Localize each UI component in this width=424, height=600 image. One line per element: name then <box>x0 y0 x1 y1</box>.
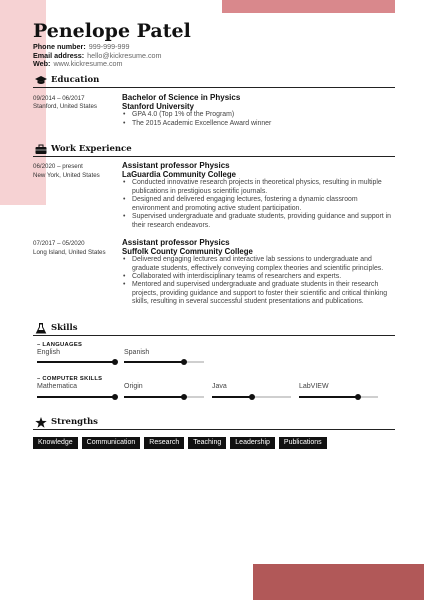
skill-name: English <box>37 349 60 356</box>
list-item: • Supervised undergraduate and graduate students, providing guidance and support in their research endeavors. <box>122 213 394 230</box>
entry-location: Long Island, United States <box>33 249 106 256</box>
skill-level-fill <box>212 396 252 398</box>
skill-level-marker <box>112 394 118 400</box>
skill-level-fill <box>37 396 115 398</box>
strength-tag: Teaching <box>188 437 226 449</box>
list-item: • Designed and delivered engaging lectures, fostering a dynamic classroom environment and promoting active student participation. <box>122 196 394 213</box>
skill-level-bar <box>124 396 204 398</box>
skill-name: Origin <box>124 383 143 390</box>
section-title: Strengths <box>51 417 98 427</box>
strength-tag: Knowledge <box>33 437 78 449</box>
star-icon <box>35 417 47 428</box>
candidate-name: Penelope Patel <box>33 20 191 42</box>
skill-level-marker <box>181 359 187 365</box>
briefcase-icon <box>35 144 47 155</box>
strength-tag: Communication <box>82 437 141 449</box>
strength-tag: Leadership <box>230 437 275 449</box>
section-title: Work Experience <box>51 144 132 154</box>
skill-level-bar <box>37 396 115 398</box>
section-education-heading <box>33 75 395 88</box>
skill-level-marker <box>181 394 187 400</box>
contact-value[interactable]: hello@kickresume.com <box>87 51 162 60</box>
entry-location: Stanford, United States <box>33 103 97 110</box>
skill-level-marker <box>355 394 361 400</box>
contact-label: Phone number: <box>33 42 86 51</box>
entry-title: Bachelor of Science in Physics <box>122 93 241 102</box>
languages-subheading: – LANGUAGES <box>37 342 83 348</box>
section-skills-heading <box>33 323 395 336</box>
skill-level-fill <box>124 361 184 363</box>
list-item: • Collaborated with interdisciplinary teams of researchers and experts. <box>122 273 394 282</box>
list-item: • Conducted innovative research projects in theoretical physics, resulting in multiple publications in prestigious scientific journals. <box>122 179 394 196</box>
skill-name: LabVIEW <box>299 383 329 390</box>
section-title: Skills <box>51 323 78 333</box>
entry-dates: 06/2020 – present <box>33 163 83 170</box>
skill-level-fill <box>37 361 115 363</box>
skill-name: Spanish <box>124 349 150 356</box>
list-item: • The 2015 Academic Excellence Award winner <box>122 120 394 129</box>
contact-value[interactable]: www.kickresume.com <box>53 59 123 68</box>
entry-dates: 07/2017 – 05/2020 <box>33 240 85 247</box>
entry-location: New York, United States <box>33 172 100 179</box>
flask-icon <box>35 323 47 334</box>
list-item: • Mentored and supervised undergraduate and graduate students in their research projects, providing guidance and support to foster their scientific and critical thinking skills, resulting in several successful student presentations and publications. <box>122 281 394 307</box>
entry-organization: Suffolk County Community College <box>122 247 253 256</box>
skill-name: Mathematica <box>37 383 78 390</box>
entry-title: Assistant professor Physics <box>122 161 230 170</box>
entry-title: Assistant professor Physics <box>122 238 230 247</box>
skill-level-bar <box>299 396 378 398</box>
contact-value: 999-999-999 <box>88 42 130 51</box>
skill-name: Java <box>212 383 227 390</box>
strength-tag: Publications <box>279 437 327 449</box>
contact-label: Email address: <box>33 51 85 60</box>
list-item: • GPA 4.0 (Top 1% of the Program) <box>122 111 394 120</box>
contact-web <box>33 59 123 68</box>
strength-tag: Research <box>144 437 184 449</box>
section-title: Education <box>51 75 100 85</box>
skill-level-bar <box>37 361 115 363</box>
decorative-bottom-bar <box>253 564 424 600</box>
entry-organization: Stanford University <box>122 102 194 111</box>
strengths-tag-list <box>33 437 327 449</box>
entry-organization: LaGuardia Community College <box>122 170 236 179</box>
skill-level-bar <box>212 396 291 398</box>
list-item: • Delivered engaging lectures and interactive lab sessions to undergraduate and graduate students, effectively conveying complex theories and scientific principles. <box>122 256 394 273</box>
decorative-top-bar <box>222 0 395 13</box>
skill-level-bar <box>124 361 204 363</box>
computer-skills-subheading: – COMPUTER SKILLS <box>37 376 103 382</box>
contact-phone <box>33 42 129 51</box>
entry-dates: 09/2014 – 06/2017 <box>33 95 85 102</box>
skill-level-marker <box>249 394 255 400</box>
skill-level-fill <box>299 396 358 398</box>
contact-label: Web: <box>33 59 51 68</box>
graduation-cap-icon <box>35 75 47 86</box>
skill-level-marker <box>112 359 118 365</box>
section-strengths-heading <box>33 417 395 430</box>
section-work-heading <box>33 144 395 157</box>
skill-level-fill <box>124 396 184 398</box>
